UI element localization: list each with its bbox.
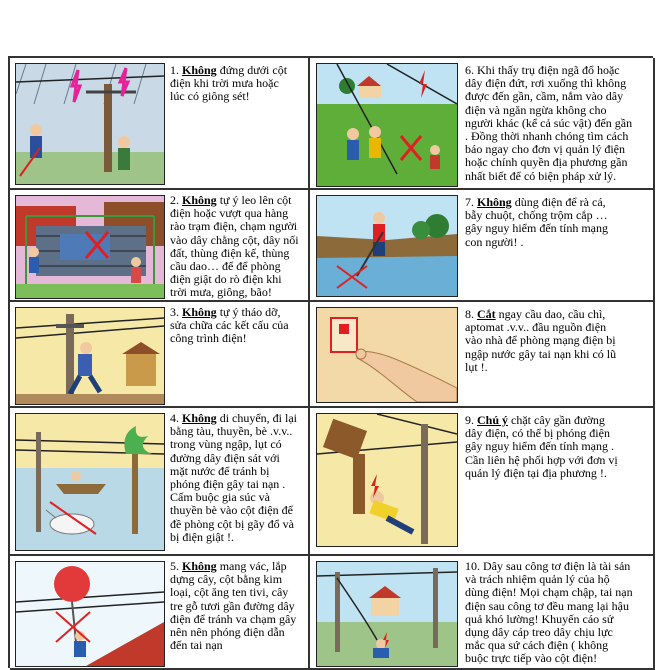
- rule-2-text: 2. Không tự ý leo lên cột điện hoặc vượt qua hàng rào trạm điện, chạm người vào dây chằng cột, dây nối đất, thùng điện kế, thùng cầu dao… để để phòng điện giật do rò điện khi trời mưa, giông, bão!: [170, 193, 299, 300]
- safety-rules-table: [8, 56, 653, 668]
- rule-cell-8: [310, 302, 655, 408]
- rule-cell-9: [310, 408, 655, 556]
- rule-8-illustration: [316, 307, 458, 403]
- rule-1-text: 1. Không đứng dưới cột điện khi trời mưa hoặc lúc có giông sét!: [170, 63, 288, 104]
- rule-10-illustration: [316, 561, 458, 667]
- rule-cell-1: [10, 58, 310, 190]
- rule-cell-5: [10, 556, 310, 670]
- rule-5-text: 5. Không mang vác, lắp dựng cây, cột bằng kim loại, cột ăng ten tivi, cây tre gỗ tươi gần đường dây điện để tránh va chạm gây nên nên phóng điện dẫn đến tai nạn: [170, 559, 297, 653]
- rule-5-illustration: [15, 561, 165, 667]
- rule-7-text: 7. Không dùng điện để rà cá, bẫy chuột, chống trộm cắp … gây nguy hiểm đến tính mạng con người! .: [465, 195, 608, 249]
- rule-cell-3: [10, 302, 310, 408]
- rule-cell-7: [310, 190, 655, 302]
- rule-1-illustration: [15, 63, 165, 185]
- rule-cell-4: [10, 408, 310, 556]
- rule-cell-2: [10, 190, 310, 302]
- rule-cell-10: [310, 556, 655, 670]
- rule-4-text: 4. Không di chuyển, đi lại bằng tàu, thuyền, bè .v.v.. trong vùng ngập, lụt có đường dây điện sát với mặt nước để tránh bị phóng điện gây tai nạn . Cấm buộc gia súc và thuyền bè vào cột điện để đề phòng cột bị gãy đổ và bị điện giật !.: [170, 411, 298, 544]
- rule-7-illustration: [316, 195, 458, 297]
- rule-8-text: 8. Cắt ngay cầu dao, cầu chì, aptomat .v.v.. đầu nguồn điện vào nhà để phòng mạng điện bị ngập nước gây tai nạn khi có lũ lụt !.: [465, 307, 617, 374]
- rule-cell-6: [310, 58, 655, 190]
- rule-9-illustration: [316, 413, 458, 547]
- rule-4-illustration: [15, 413, 165, 551]
- rule-2-illustration: [15, 195, 165, 299]
- rule-6-illustration: [316, 63, 458, 187]
- rule-9-text: 9. Chú ý chặt cây gần đường dây điện, có thể bị phóng điện gây nguy hiểm đến tính mạng . Cần liên hệ phối hợp với đơn vị quản lý điện tại địa phương !.: [465, 413, 618, 480]
- rule-3-text: 3. Không tự ý tháo dỡ, sửa chữa các kết cấu của công trình điện!: [170, 305, 289, 346]
- rule-10-text: 10. Dây sau công tơ điện là tài sản và trách nhiệm quản lý của hộ dùng điện! Mọi chạm chập, tai nạn điện sau công tơ đều mang lại hậu quả khó lường! Khuyến cáo sử dụng dây cáp treo dây chịu lực mắc qua sứ cách điện ( không buộc trực tiếp vào cột điện!: [465, 559, 633, 666]
- rule-3-illustration: [15, 307, 165, 405]
- rule-6-text: 6. Khi thấy trụ điện ngã đổ hoặc dây điện đứt, rơi xuống thì không được đến gần, cầm, nắm vào dây điện và ngăn ngừa không cho người khác (kể cả súc vật) đến gần . Đồng thời nhanh chóng tìm cách báo ngay cho đơn vị quản lý điện hoặc chính quyền địa phương gần nhất biết để có biện pháp xử lý.: [465, 63, 633, 183]
